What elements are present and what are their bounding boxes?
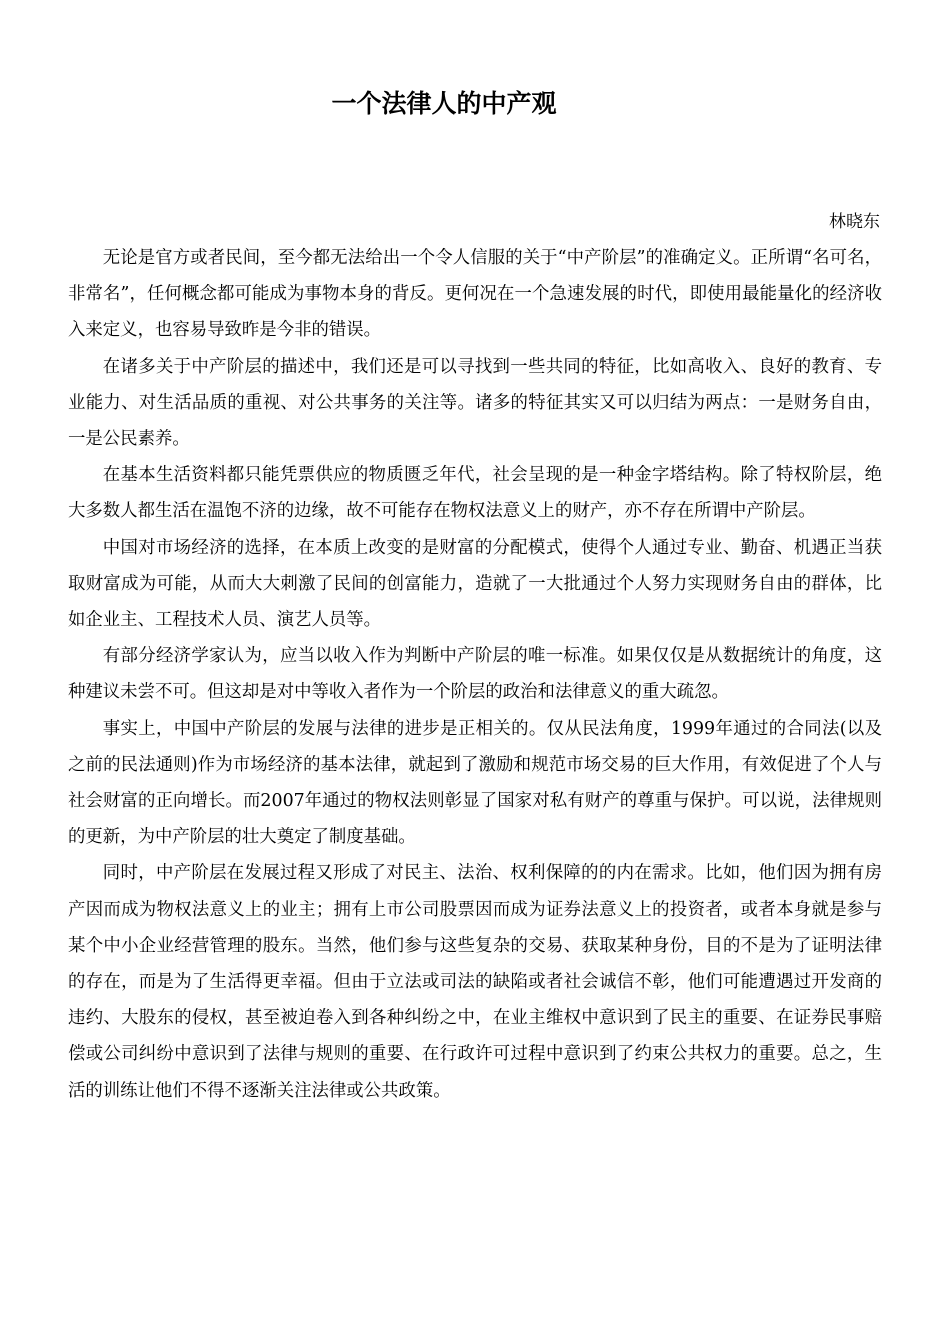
paragraph: 在诸多关于中产阶层的描述中，我们还是可以寻找到一些共同的特征，比如高收入、良好的教育、专业能力、对生活品质的重视、对公共事务的关注等。诸多的特征其实又可以归结为两点：一是财务自由，一是公民素养。: [68, 356, 882, 450]
paragraph: 在基本生活资料都只能凭票供应的物质匮乏年代，社会呈现的是一种金字塔结构。除了特权阶层，绝大多数人都生活在温饱不济的边缘，故不可能存在物权法意义上的财产，亦不存在所谓中产阶层。: [68, 465, 882, 522]
paragraph: 有部分经济学家认为，应当以收入作为判断中产阶层的唯一标准。如果仅仅是从数据统计的角度，这种建议未尝不可。但这却是对中等收入者作为一个阶层的政治和法律意义的重大疏忽。: [68, 646, 882, 703]
paragraph: 中国对市场经济的选择，在本质上改变的是财富的分配模式，使得个人通过专业、勤奋、机遇正当获取财富成为可能，从而大大刺激了民间的创富能力，造就了一大批通过个人努力实现财务自由的群体，比如企业主、工程技术人员、演艺人员等。: [68, 537, 882, 631]
paragraph: 无论是官方或者民间，至今都无法给出一个令人信服的关于“中产阶层”的准确定义。正所谓“名可名，非常名”，任何概念都可能成为事物本身的背反。更何况在一个急速发展的时代，即使用最能量化的经济收入来定义，也容易导致昨是今非的错误。: [68, 248, 882, 341]
paragraph: 同时，中产阶层在发展过程又形成了对民主、法治、权利保障的的内在需求。比如，他们因为拥有房产因而成为物权法意义上的业主；拥有上市公司股票因而成为证券法意义上的投资者，或者本身就是参与某个中小企业经营管理的股东。当然，他们参与这些复杂的交易、获取某种身份，目的不是为了证明法律的存在，而是为了生活得更幸福。但由于立法或司法的缺陷或者社会诚信不彰，他们可能遭遇过开发商的违约、大股东的侵权，甚至被迫卷入到各种纠纷之中，在业主维权中意识到了民主的重要、在证券民事赔偿或公司纠纷中意识到了法律与规则的重要、在行政许可过程中意识到了约束公共权力的重要。总之，生活的训练让他们不得不逐渐关注法律或公共政策。: [68, 863, 882, 1101]
document-title: 一个法律人的中产观: [331, 89, 557, 118]
paragraph: 事实上，中国中产阶层的发展与法律的进步是正相关的。仅从民法角度，1999年通过的合同法(以及之前的民法通则)作为市场经济的基本法律，就起到了激励和规范市场交易的巨大作用，有效促进了个人与社会财富的正向增长。而2007年通过的物权法则彰显了国家对私有财产的尊重与保护。可以说，法律规则的更新，为中产阶层的壮大奠定了制度基础。: [68, 718, 882, 848]
author-name: 林晓东: [829, 212, 880, 232]
document-body: [68, 240, 882, 1109]
